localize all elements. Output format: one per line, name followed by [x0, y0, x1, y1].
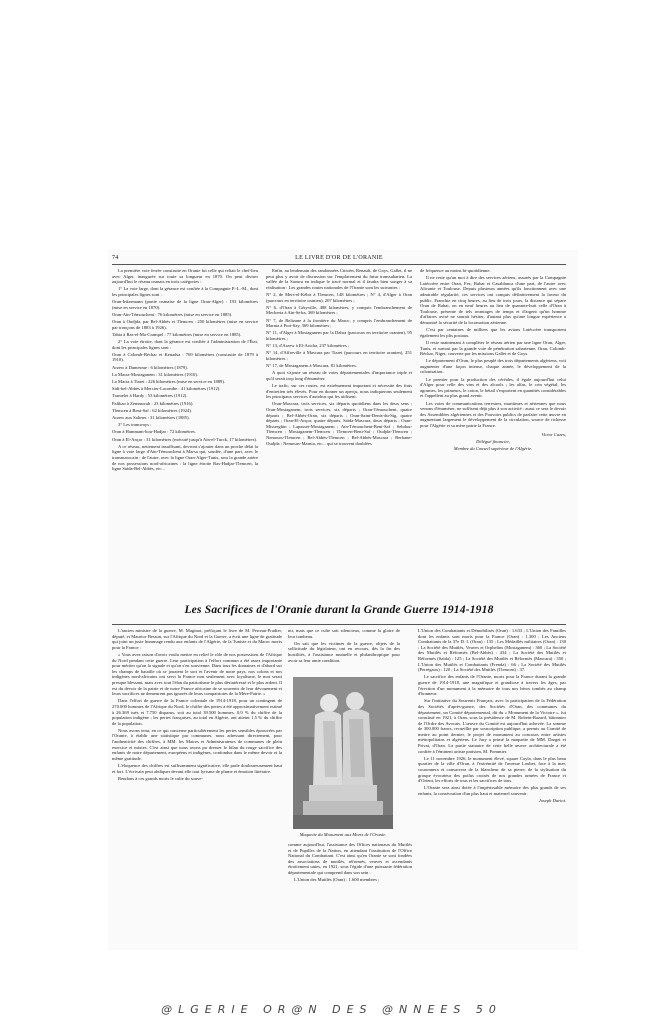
paragraph: Le sacrifice des enfants de l'Oranie, morts pour la France durant la grande guerre de 1914-1918, une magnifique et grandiose à travers les âges, par l'érection d'un monument à la mémoire de tous nos héros tombés au champ d'honneur.	[418, 674, 566, 697]
paragraph: comme aujourd'hui, l'assistance des Offices nationaux du Mutilés et de Pupilles de la Nation, en attendant l'institution de l'Office National du Combattant. C'est ainsi qu'en Oranie se sont fondées des associations de mutilés, réformés, veuves et ascendants étroitement unies, en 1921, sous l'égide d'une puissante fédération départementale qui comprend dans son sein :	[288, 842, 412, 875]
paragraph: Arzew à Damesme : 6 kilomètres (1879).	[112, 364, 188, 370]
paragraph: Tramelet à Hardy : 53 kilomètres (1912).	[112, 393, 188, 399]
bottom-column-3	[418, 628, 566, 940]
paragraph: Rendons à ces grands morts le culte du souve-	[118, 775, 203, 781]
paragraph: de fréquence au moins bi-quotidienne.	[420, 268, 491, 273]
signature-name: Victor Cazes,	[541, 431, 566, 437]
paragraph: nir, mais que ce culte soit silencieux, comme la gloire de leur tombeau.	[288, 628, 400, 639]
paragraph: Nous avons tenu, en ce qui concerne particulièrement les pertes sensibles éprouvées par l'Oranie, à établir une statistique par communes, nous adressant directement, pour l'authenticité des chiffres, à MM. les Maires et Administrateurs de communes de plein exercice et mixtes. C'est ainsi que nous avons pu dresser le bilan du rouge sacrifice des enfants de notre département, européens et indigènes, confondus dans le même devoir et la même gratitude.	[112, 727, 282, 761]
paragraph: Sur l'initiative du Souvenir Français, avec la participation de la Fédération des Sociétés d'après-guerre, des Sociétés d'Oran, des communes du département, un Comité départemental, dit du « Monument de la Victoire », fut constitué en 1921, à Oran, sous la présidence de M. Robein-Bazard, bâtonnier de l'Ordre des Avocats. L'œuvre du Comité est aujourd'hui achevée. La somme de 300.000 francs, recueillie par souscription publique, a permis au Comité de mettre au point dernier, le projet de monument au concours entre artistes métropolitains et algériens. Le Jury a primé la maquette de MM. Darget et Privat, d'Oran. La partie statuaire de cette belle œuvre architecturale a été confiée à l'éminent artiste parisien, M. Pommier.	[418, 698, 566, 754]
paragraph: « Vous avez raison d'avoir voulu mettre en relief le rôle de nos possessions de l'Afrique du Nord pendant cette guerre. Leur participation à l'effort commun a été assez importante pour mériter qu'on la signale et qu'on s'en souvienne. Dans tous les domaines et d'abord sur les champs de bataille où se jouaient le sort et l'avenir de notre pays, nos colons et nos indigènes nord-africains ont servi la France non seulement avec loyalisme, le mot serait presque blessant, mais avec tout l'élan du patriotisme le plus désintéressé et le plus ardent. Il est du devoir de la patrie et de notre France africaine de se souvenir de leur dévouement et leurs sacrifices ne demeurent pas ignorés de leurs compatriotes de la Mère-Patrie. »	[112, 651, 282, 697]
paragraph: Le département d'Oran, le plus peuplé des trois départements algériens, voit augmenter d'une façon intense, chaque année, le développement de la colonisation.	[420, 358, 566, 375]
top-column-1	[112, 268, 258, 596]
paragraph: N° 2, de Mers-el-Kébir à Tlemcen, 148 kilomètres ; N° 4, d'Alger à Oran (parcours en territoire oranien), 207 kilomètres ;	[266, 291, 412, 303]
paragraph: L'ancien ministre de la guerre, M. Maginot, préfaçant le livre de M. Perreau-Pradier, député, et Maurice Besson, sur l'Afrique du Nord et la Guerre, a écrit une ligne de gratitude qui joint un juste hommage rendu aux enfants de l'Algérie, de la Tunisie et du Maroc morts pour la France :	[112, 628, 282, 650]
paragraph: La première voie ferrée construite en Oranie fut celle qui reliait le chef-lieu avec Alger, inaugurée sur toute sa longueur en 1870. On peut diviser aujourd'hui le réseau oranais en trois catégories :	[112, 268, 258, 285]
monument-photo	[293, 677, 393, 829]
paragraph: N° 7, de Relizane à la frontière du Maroc, y compris l'embranchement de Marnia à Port-Say, 369 kilomètres ;	[266, 317, 412, 329]
paragraph: Sidi-bel-Abbès à Mercier-Lacombe : 41 kilomètres (1912).	[112, 386, 221, 392]
paragraph: N° 14, d'Affreville à Mascara par Tiaret (parcours en territoire oranien), 251 kilomètres ;	[266, 350, 412, 361]
paragraph: Palikao à Zemmorah : 23 kilomètres (1916).	[112, 400, 194, 406]
paragraph: Le premier pour la production des céréales, il égale aujourd'hui celui d'Alger pour celle des vins et des alcools ; les alfas, le crin végétal, les agrumes, les primeurs, le coton, le bétail s'exportent en quantités considérables et l'appellent au plus grand avenir.	[420, 376, 566, 399]
top-column-2	[266, 268, 412, 596]
paragraph: L'Union des Combattants et Démobilisés (Oran) : 1.633 ; L'Union des Familles dont les enfants sont morts pour la France (Oran) : 1.300 ; Les Anciens Combattants de la 37e D. I. (Oran) : 135 ; Les Médaillés militaires (Oran) : 130 ; La Société des Mutilés, Veuves et Orphelins (Mostaganem) : 360 ; La Société des Mutilés et Réformés (Bel-Abbès) : 434 ; La Société des Mutilés et Réformés (Saïda) : 125 ; La Société des Mutilés et Réformés (Mascara) : 350 ; L'Union des Mutilés et Combattants (Frenda) : 66 ; La Société des Mutilés (Perrégaux) : 120 ; La Société des Mutilés (Tlemcen) : 37.	[418, 628, 566, 673]
paragraph: Oran à Colomb-Béchar et Kenadsa : 769 kilomètres (construite de 1879 à 1910).	[112, 351, 258, 363]
bottom-column-2-bottom	[288, 842, 412, 940]
section-rule	[112, 624, 566, 625]
paragraph: On sait que les victimes de la guerre, objets de la sollicitude du législateur, ont en recours, dès la fin des hostilités, à l'assistance mutuelle et philanthropique pour avoir sa leur amie condition.	[288, 640, 400, 663]
paragraph: La Macta-Mostaganem : 31 kilomètres (1910).	[112, 371, 198, 377]
paragraph: Il ne reste qu'un mot à dire des services aériens, assurés par la Compagnie Latécoère entre Oran, Fez, Rabat et Casablanca d'une part, de l'autre avec Alicante et Toulouse. Depuis plusieurs années qu'ils fonctionnent avec une admirable régularité, ces services ont conquis définitivement la faveur du public. Franchie en cinq heures, au lieu de trois jours, la distance qui sépare Oran de Rabat, on en neuf heures au lieu de quarante-huit celle d'Oran à Toulouse, présente de tels avantages de temps et d'argent qu'un homme d'affaires avisé ne saurait hésiter, d'autant plus qu'une longue expérience a démontré la sécurité de la locomotion aérienne.	[420, 275, 566, 325]
photo-caption: Maquette du Monument aux Morts de l'Oranie.	[299, 832, 387, 837]
paragraph: N° 11, d'Alger à Mostaganem par la Dahra (parcours en territoire oranien), 95 kilomètres ;	[266, 330, 412, 341]
paragraph: Enfin, au lendemain des randonnées Citroën, Renault, de Goys, Gallet, il ne peut plus y avoir de discussion sur l'emplacement du futur transsaharien. La vallée de la Saoura en indique le tracé normal et il faudra bien songer à sa réalisation : Les grandes routes nationales de l'Oranie sont les suivantes :	[266, 268, 412, 290]
paragraph: A ce réseau, nettement insuffisant, devront s'ajouter dans un proche délai la ligne à voie large d'Aïn-Témouchent à Marsa qui, soudée, d'une part, avec le transmarocain ; de l'autre, avec la ligne Oran-Alger-Tunis, sera la grande artère de nos possessions nord-africaines : la ligne étroite Ras-Hadjar-Tlemcen, la ligne Saïda-Bel-Abbès, etc...	[112, 443, 258, 472]
paragraph: L'Oranie sera ainsi dotée à l'impérissable mémoire des plus grands de ses enfants, la consécration d'un plus haut et maternel souvenir.	[418, 785, 566, 796]
paragraph: N° 6, d'Oran à Géryville, 488 kilomètres, y compris l'embranchement de Mecheria à Aïn-Sefra, 369 kilomètres ;	[266, 304, 412, 316]
signature-name: Joseph Dariot.	[538, 798, 566, 804]
bottom-column-1	[112, 628, 282, 940]
paragraph: C'est par centaines de milliers que les avions Latécoère transportent également les plis postaux.	[420, 327, 566, 338]
paragraph: Oran-Aïn-Témouchent : 76 kilomètres (mise en service en 1885).	[112, 311, 233, 317]
signature-role: Membre du Conseil supérieur de l'Algérie.	[453, 445, 533, 451]
paragraph: L'Union des Mutilés (Oran) : 1.600 membres ;	[294, 877, 380, 883]
paragraph: Arzew aux Salines : 31 kilomètres (1885).	[112, 414, 190, 420]
paragraph: Dans l'effort de guerre de la France coloniale de 1914-1918, pour un contingent de 270.000 hommes de l'Afrique du Nord, le chiffre des pertes a été approximativement estimé à 26.369 tués et 7.750 disparus, soit au total 39.500 hommes, 0,9 % du chiffre de la population indigène ; les pertes françaises, au total en Algérie, ont atteint 1,5 % du chiffre de la population.	[112, 698, 282, 726]
page-number: 74	[112, 255, 119, 261]
section-title: Les Sacrifices de l'Oranie durant la Grande Guerre 1914-1918	[184, 604, 494, 616]
paragraph: Oran-Mascara, trois services, six départs quotidiens dans les deux sens ; Oran-Mostaganem, trois services, six départs ; Oran-Témouchent, quatre départs ; Bel-Abbès-Oran, six départs ; Oran-Saint-Denis-du-Sig, quatre départs ; Oran-El-Ançor, quatre départs, Saïda-Mascara, deux départs ; Oran-Misserghin ; Lapasset-Mostaganem ; Aïn-Témouchent-Beni-Saf ; Sebdou-Tlemcen ; Mostaganem-Tlemcen ; Tlemcen-Beni-Saf ; Oudjda-Tlemcen ; Nemours-Tlemcen ; Bel-Abbès-Tlemcen ; Bel-Abbès-Mascara ; Berkane-Oudjda ; Nemours-Marnia, etc... qui se trouvent doublées	[266, 401, 412, 446]
signature-role: Délégué financier,	[476, 438, 510, 444]
paragraph: A quoi s'ajoute un réseau de voies départementales d'importance triple et qu'il serait trop long d'énumérer.	[266, 370, 412, 381]
paragraph: Oran à El-Ançor : 31 kilomètres (exécuté jusqu'à Aïn-el-Turck, 17 kilomètres).	[112, 436, 258, 442]
paragraph: La Macta à Tiaret : 226 kilomètres (mise en service en 1889).	[112, 379, 226, 385]
paragraph: 1° La voie large, dont la gérance est confiée à la Compagnie P.-L.-M., dont les principales lignes sont :	[112, 286, 258, 297]
paragraph: 2° La voie étroite, dont la gérance est confiée à l'administration de l'État, dont les principales lignes sont :	[112, 339, 258, 350]
paragraph: Il reste maintenant à compléter le réseau aérien par une ligne Oran, Alger, Tunis, et surtout par la grande voie de pénétration saharienne, Oran, Colomb-Béchar, Niger, couverte par les missions Gallet et de Goys.	[420, 339, 566, 357]
paragraph: N° 17, de Mostaganem à Mascara, 81 kilomètres.	[266, 363, 357, 369]
paragraph: L'éloquence des chiffres est suffisamment significative, elle parle douloureusement haut et fort. L'écrivain peut abdiquer devant elle tout lyrisme de plume et émotion littéraire.	[112, 763, 282, 774]
top-column-3	[420, 268, 566, 596]
watermark: @LGERIE OR@N DES @NNEES 50	[161, 1003, 502, 1016]
paragraph: Tabia à Ras-el-Ma-Crampel : 77 kilomètres (mise en service en 1885).	[112, 331, 242, 337]
paragraph: N° 13, d'Arzew à El-Aricha, 237 kilomètres ;	[266, 343, 350, 349]
running-title: LE LIVRE D'OR DE L'ORANIE	[295, 255, 383, 261]
paragraph: 3° Les tramways :	[118, 422, 152, 428]
paragraph: Oran à Oudjda, par Bel-Abbès et Tlemcen : 250 kilomètres (mise en service par tronçons de 1883 à 1926).	[112, 319, 258, 330]
monument-illustration	[293, 677, 393, 829]
paragraph: Le trafic, sur ces routes, est extrêmement important et nécessite des frais d'entretien très élevés. Pour en donner un aperçu, nous indiquerons seulement les principaux services d'autobus qui les utilisent.	[266, 383, 412, 400]
paragraph: Oran à Hammam-bou-Hadjar : 72 kilomètres.	[112, 429, 196, 435]
paragraph: Tlemcen à Beni-Saf : 62 kilomètres (1924).	[112, 407, 192, 413]
bottom-column-2-top	[288, 628, 400, 676]
header-rule	[112, 264, 566, 265]
paragraph: Les voies de communications terrestres, maritimes et aériennes que nous venons d'énumérer, ne suffisent déjà plus à son activité : aussi ce sera le devoir des Assemblées algériennes et des Pouvoirs publics de parfaire cette œuvre en augmentant largement le développement de la circulation, source de richesse pour l'Algérie et sa mère patrie la France.	[420, 400, 566, 428]
paragraph: Le 11 novembre 1926, le monument élevé, square Cayla, dans le plus beau quartier de la ville d'Oran, à l'extrémité de l'avenue Loubet, face à la mer, couronnera et consacrera de la blancheur de sa pierre, de la stylisation du groupe évocateur des poilus croisés de nos grandes armées de France et d'Orient, les efforts de tous et les sacrifices de tous.	[418, 755, 566, 784]
paragraph: Oran-Inkermann (partie oranaise de la ligne Oran-Alger) : 193 kilomètres (mise en service en 1870).	[112, 299, 258, 310]
